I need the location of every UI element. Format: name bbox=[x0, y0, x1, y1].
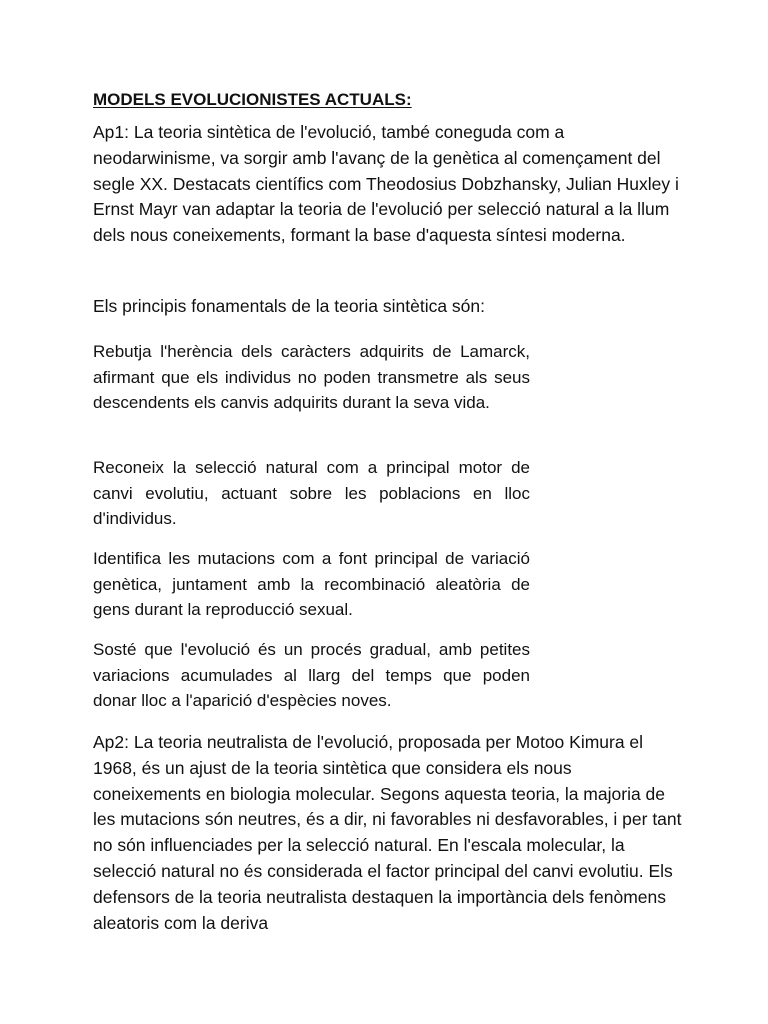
principle-item: Sosté que l'evolució és un procés gradual, amb petites variacions acumulades al llarg del temps que poden donar lloc a l'aparició d'espècies noves. bbox=[93, 640, 530, 711]
paragraph-ap2: Ap2: La teoria neutralista de l'evolució, proposada per Motoo Kimura el 1968, és un ajust de la teoria sintètica que considera els nous coneixements en biologia molecular. Segons aquesta teoria, la majoria de les mutacions són neutres, és a dir, ni favorables ni desfavorables, i per tant no són influenciades per la selecció natural. En l'escala molecular, la selecció natural no és considerada el factor principal del canvi evolutiu. Els defensors de la teoria neutralista destaquen la importància dels fenòmens aleatoris com la deriva bbox=[93, 732, 682, 933]
principle-item: Identifica les mutacions com a font principal de variació genètica, juntament amb la recombinació aleatòria de gens durant la reproducció sexual. bbox=[93, 549, 530, 620]
document-title: MODELS EVOLUCIONISTES ACTUALS: bbox=[93, 90, 412, 109]
principle-item: Reconeix la selecció natural com a principal motor de canvi evolutiu, actuant sobre les poblacions en lloc d'individus. bbox=[93, 458, 530, 529]
principles-intro: Els principis fonamentals de la teoria sintètica són: bbox=[93, 296, 486, 316]
paragraph-ap1: Ap1: La teoria sintètica de l'evolució, també coneguda com a neodarwinisme, va sorgir amb l'avanç de la genètica al començament del segle XX. Destacats científics com Theodosius Dobzhansky, Julian Huxley i Ernst Mayr van adaptar la teoria de l'evolució per selecció natural a la llum dels nous coneixements, formant la base d'aquesta síntesi moderna. bbox=[93, 122, 679, 246]
principle-item: Rebutja l'herència dels caràcters adquirits de Lamarck, afirmant que els individus no poden transmetre als seus descendents els canvis adquirits durant la seva vida. bbox=[93, 342, 530, 413]
